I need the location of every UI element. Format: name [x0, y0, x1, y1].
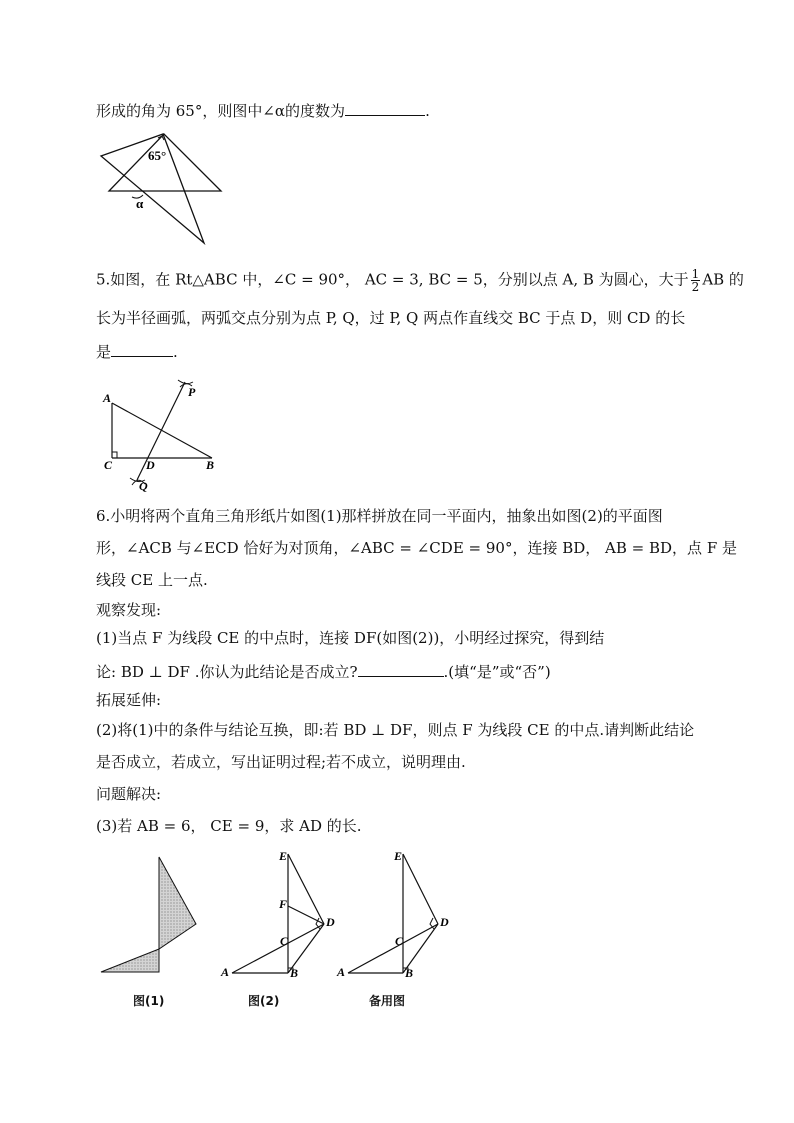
- q6-part1-answer-blank[interactable]: [358, 660, 444, 677]
- q6-figure-2: [218, 846, 346, 981]
- q6-figure-1: [98, 854, 200, 978]
- q4-text-suffix: .: [425, 102, 430, 120]
- q5-line2: 长为半径画弧，两弧交点分别为点 P, Q，过 P, Q 两点作直线交 BC 于点 D，则 CD 的长: [96, 309, 686, 327]
- q6-part2-line2: 是否成立，若成立，写出证明过程;若不成立，说明理由.: [96, 753, 466, 771]
- q6-observe-title: 观察发现:: [96, 601, 162, 619]
- q5-label-D: D: [146, 458, 155, 472]
- q6-fig2-label-A: A: [221, 965, 230, 979]
- q6-solve-title: 问题解决:: [96, 785, 162, 803]
- q4-alpha-label: α: [136, 196, 144, 211]
- q6-fig2-label-B: B: [290, 966, 299, 980]
- q6-spare-label-B: B: [405, 966, 414, 980]
- q6-spare-label-A: A: [337, 965, 346, 979]
- q5-line1: [96, 268, 744, 293]
- q5-fraction: [691, 268, 701, 293]
- q6-part1-line2-suffix: .(填“是”或“否”): [443, 663, 551, 681]
- q5-figure: [100, 372, 225, 492]
- q6-part1-line2-prefix: 论: BD ⊥ DF .你认为此结论是否成立?: [96, 663, 358, 681]
- q6-fig2-label-D: D: [326, 915, 335, 929]
- q6-spare-label-D: D: [440, 915, 449, 929]
- q6-figure-spare: [332, 846, 462, 981]
- q5-label-A: A: [103, 391, 112, 405]
- q6-fig2-label-E: E: [279, 849, 288, 863]
- q5-frac-den: 2: [691, 280, 700, 294]
- q6-part1-line2: [96, 660, 551, 682]
- q6-fig2-label-F: F: [279, 897, 288, 911]
- q6-line1: 6.小明将两个直角三角形纸片如图(1)那样拼放在同一平面内，抽象出如图(2)的平面图: [96, 507, 663, 525]
- q6-extend-title: 拓展延伸:: [96, 691, 162, 709]
- q6-part2-line1: (2)将(1)中的条件与结论互换，即:若 BD ⊥ DF，则点 F 为线段 CE 的中点.请判断此结论: [96, 721, 695, 739]
- q5-frac-num: 1: [691, 267, 700, 281]
- q5-label-B: B: [206, 458, 215, 472]
- q4-angle-label: 65°: [148, 148, 167, 163]
- q4-text-prefix: 形成的角为 65°，则图中∠α的度数为: [96, 102, 346, 120]
- q5-line3: [96, 340, 178, 362]
- q6-caption-2: 图(2): [248, 994, 280, 1008]
- q5-line1-prefix: 5.如图，在 Rt△ABC 中，∠C = 90°， AC = 3, BC = 5，分别以点 A, B 为圆心，大于: [96, 270, 689, 289]
- q6-line3: 线段 CE 上一点.: [96, 571, 208, 589]
- q5-line3-suffix: .: [173, 343, 178, 361]
- q6-part3-line: (3)若 AB = 6， CE = 9，求 AD 的长.: [96, 817, 362, 835]
- q5-label-C: C: [104, 458, 113, 472]
- q4-figure: [96, 128, 228, 246]
- q6-caption-spare: 备用图: [369, 994, 406, 1008]
- q4-text: [96, 99, 430, 121]
- q5-line1-suffix: AB 的: [702, 270, 744, 289]
- q4-answer-blank[interactable]: [345, 99, 425, 116]
- q6-caption-1: 图(1): [133, 994, 165, 1008]
- q6-line2: 形，∠ACB 与∠ECD 恰好为对顶角，∠ABC = ∠CDE = 90°，连接 BD， AB = BD，点 F 是: [96, 539, 737, 557]
- q5-answer-blank[interactable]: [111, 340, 173, 357]
- q6-part1-line1: (1)当点 F 为线段 CE 的中点时，连接 DF(如图(2))，小明经过探究，得到结: [96, 629, 605, 647]
- q5-line3-prefix: 是: [96, 343, 112, 361]
- q5-label-P: P: [188, 385, 196, 399]
- q5-label-Q: Q: [139, 479, 148, 492]
- q6-spare-label-E: E: [394, 849, 403, 863]
- q6-spare-label-C: C: [395, 934, 404, 948]
- q6-fig2-label-C: C: [280, 934, 289, 948]
